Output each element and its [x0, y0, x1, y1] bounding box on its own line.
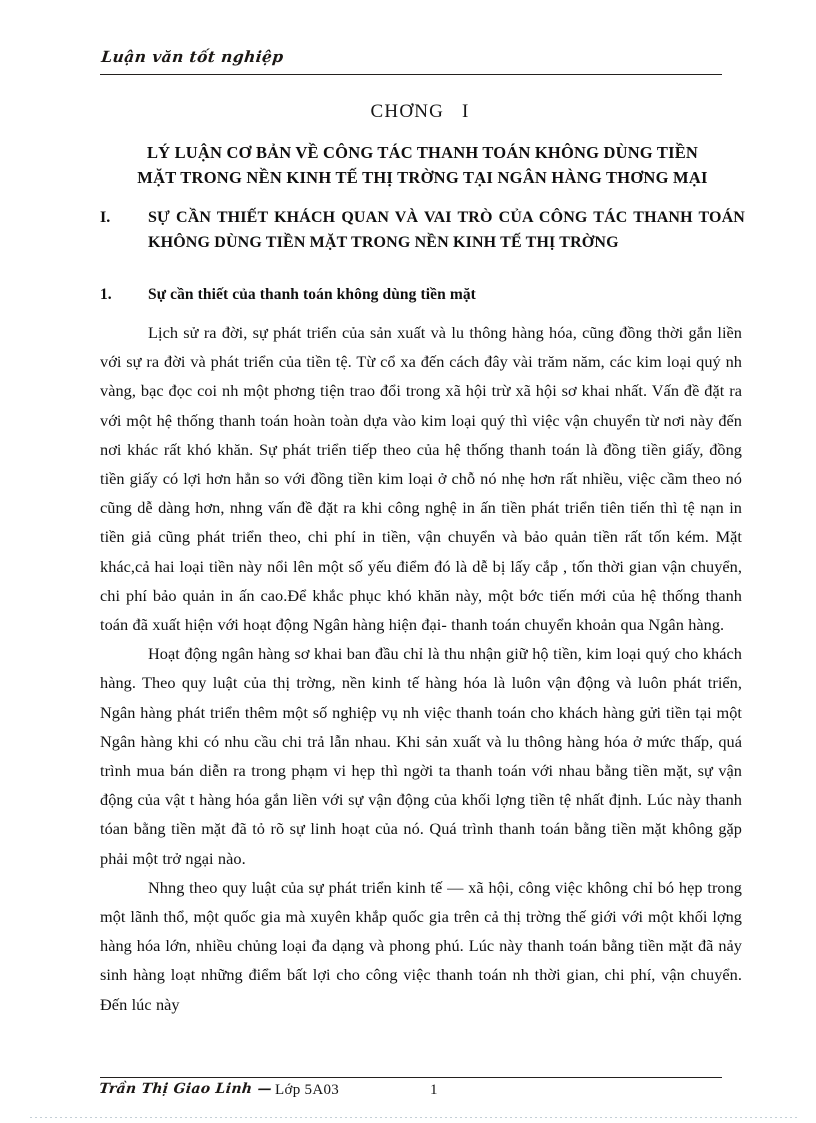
document-title — [100, 140, 745, 190]
heading-section-one-number: 1. — [100, 286, 112, 303]
chapter-label: CHƠNG I — [370, 101, 470, 122]
paragraph: Hoạt động ngân hàng sơ khai ban đầu chỉ là thu nhận giữ hộ tiền, kim loại quý cho khách hàng. Theo quy luật của thị trờng, nền kinh tế hàng hóa là luôn vận động và luôn phát triển, Ngân hàng phát triển thêm một số nghiệp vụ nh việc thanh toán cho khách hàng gửi tiền tại một Ngân hàng khi có nhu cầu chi trả lẫn nhau. Khi sản xuất và lu thông hàng hóa ở mức thấp, quá trình mua bán diễn ra trong phạm vi hẹp thì ngời ta thanh toán với nhau bằng tiền mặt, sự vận động của vật t hàng hóa gắn liền với sự vận động của khối lợng tiền tệ nhất định. Lúc này thanh tóan bằng tiền mặt đã tỏ rõ sự linh hoạt của nó. Quá trình thanh toán bằng tiền mặt không gặp phải một trở ngại nào. — [100, 644, 742, 868]
document-title-line-2: MẶT TRONG NỀN KINH TẾ THỊ TRỜNG TẠI NGÂN HÀNG THƠNG MẠI — [137, 168, 708, 187]
paragraph: Nhng theo quy luật của sự phát triển kinh tế — xã hội, công việc không chỉ bó hẹp trong một lãnh thổ, một quốc gia mà xuyên khắp quốc gia trên cả thị trờng thế giới với một khối lợng hàng hóa lớn, nhiều chủng loại đa dạng và phong phú. Lúc này thanh toán bằng tiền mặt đã nảy sinh hàng loạt những điểm bất lợi cho công việc thanh toán nh thời gian, chi phí, vận chuyển. Đến lúc này — [100, 877, 742, 1014]
running-header — [100, 44, 722, 75]
heading-section-roman — [100, 206, 745, 255]
footer-author: Trần Thị Giao Linh — — [98, 1081, 273, 1097]
scan-edge-artifact — [30, 1117, 798, 1118]
running-header-text: Luận văn tốt nghiệp — [100, 47, 285, 66]
document-title-line-1: LÝ LUẬN CƠ BẢN VỀ CÔNG TÁC THANH TOÁN KHÔNG DÙNG TIỀN — [146, 143, 699, 162]
heading-section-one-text: Sự cần thiết của thanh toán không dùng tiền mặt — [148, 286, 476, 303]
heading-section-one — [100, 284, 745, 306]
footer-class: Lớp 5A03 — [275, 1082, 340, 1098]
heading-section-roman-text: SỰ CẦN THIẾT KHÁCH QUAN VÀ VAI TRÒ CỦA CÔNG TÁC THANH TOÁN KHÔNG DÙNG TIỀN MẶT TRONG NỀN KINH TẾ THỊ TRỜNG — [148, 209, 745, 251]
page-number: 1 — [430, 1082, 438, 1098]
heading-section-roman-number: I. — [100, 209, 111, 226]
running-footer — [100, 1077, 722, 1106]
paragraph: Lịch sử ra đời, sự phát triển của sản xuất và lu thông hàng hóa, cũng đồng thời gắn liền với sự ra đời và phát triển của tiền tệ. Từ cổ xa đến cách đây vài trăm năm, các kim loại quý nh vàng, bạc đọc coi nh một phơng tiện trao đổi trong xã hội trừ xã hội sơ khai nhất. Vấn đề đặt ra với một hệ thống thanh toán hoàn toàn dựa vào kim loại quý thì việc vận chuyển từ nơi này đến nơi khác rất khó khăn. Sự phát triển tiếp theo của hệ thống thanh toán là đồng tiền giấy, đồng tiền giấy có lợi hơn hẳn so với đồng tiền kim loại ở chỗ nó nhẹ hơn rất nhiều, việc cầm theo nó cũng dễ dàng hơn, nhng vấn đề đặt ra khi công nghệ in ấn tiền phát triển tiên tiến thì tệ nạn in tiền giả cũng phát triển theo, chi phí in tiền, vận chuyển và bảo quản tiền rất tốn kém. Mặt khác,cả hai loại tiền này nổi lên một số yếu điểm đó là dễ bị lấy cắp , tốn thời gian vận chuyển, chi phí bảo quản in ấn cao.Để khắc phục khó khăn này, một bớc tiến mới của hệ thống thanh toán đã xuất hiện với hoạt động Ngân hàng hiện đại- thanh toán chuyển khoản qua Ngân hàng. — [100, 323, 742, 635]
body-text — [100, 318, 742, 1019]
